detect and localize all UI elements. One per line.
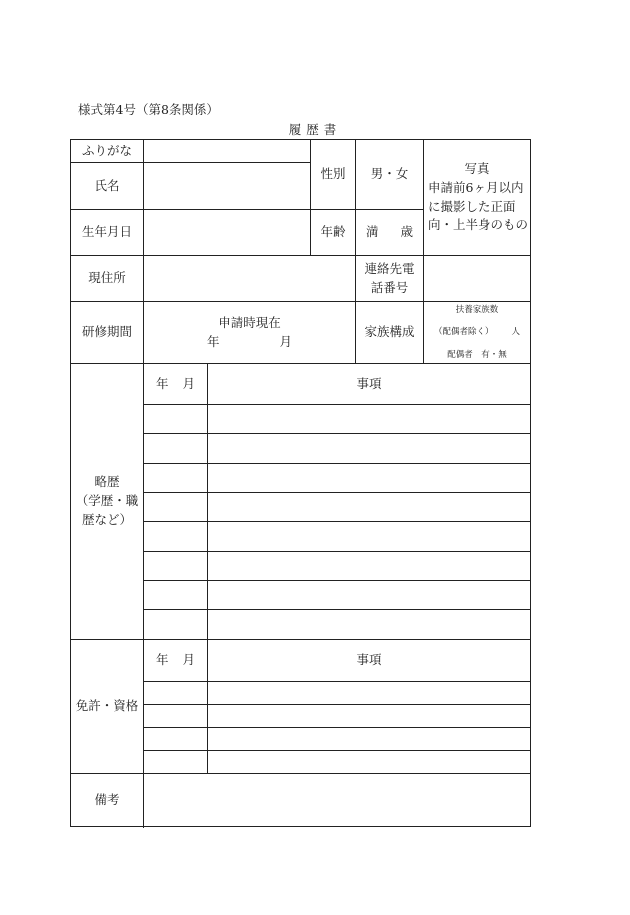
photo-title: 写真 (464, 161, 490, 176)
training-year-label: 年 (206, 333, 220, 349)
dependents-unit: 人 (511, 327, 521, 338)
dependents-label: 扶養家族数 (455, 305, 499, 316)
history-label-line-1: 略歴 (94, 474, 120, 490)
spouse-field: 配偶者 有・無 (447, 349, 507, 360)
document-title: 履歴書 (288, 122, 342, 137)
training-period-field[interactable] (144, 302, 355, 363)
remarks-field[interactable] (144, 774, 530, 826)
photo-note-line-1: 申請前6ヶ月以内 (428, 179, 524, 195)
resume-form (70, 139, 531, 827)
training-label: 研修期間 (81, 324, 132, 340)
age-field[interactable] (356, 210, 423, 255)
license-year-header: 年 (155, 652, 169, 668)
contact-label (356, 256, 423, 301)
remarks-label: 備考 (94, 791, 120, 807)
contact-field[interactable] (424, 256, 530, 301)
family-label: 家族構成 (364, 324, 415, 340)
license-date-header (144, 640, 207, 681)
photo-box (424, 140, 530, 255)
gender-label: 性別 (320, 166, 346, 182)
history-item-header: 事項 (356, 375, 382, 391)
dependents-exclusion: （配偶者除く） (433, 327, 494, 338)
history-label-line-2: （学歴・職 (75, 493, 139, 509)
age-unit-label: 歳 (400, 224, 413, 240)
age-label: 年齢 (320, 224, 346, 240)
photo-note-line-2: に撮影した正面 (428, 198, 516, 214)
age-full-label: 満 (366, 224, 379, 240)
name-label: 氏名 (94, 177, 120, 193)
furigana-field[interactable] (144, 140, 310, 162)
training-note: 申請時現在 (218, 314, 281, 330)
birthdate-label: 生年月日 (81, 224, 132, 240)
family-field[interactable] (424, 302, 530, 363)
furigana-label: ふりがな (81, 142, 132, 158)
license-item-header: 事項 (356, 652, 382, 668)
address-field[interactable] (144, 256, 355, 301)
history-year-header: 年 (155, 375, 169, 391)
gender-options[interactable]: 男・女 (370, 166, 409, 182)
name-field[interactable] (144, 163, 310, 209)
history-label (71, 364, 143, 639)
history-date-header (144, 364, 207, 404)
license-month-header: 月 (182, 652, 196, 668)
contact-label-line-1: 連絡先電 (364, 260, 415, 276)
license-label: 免許・資格 (75, 698, 139, 714)
contact-label-line-2: 話番号 (370, 279, 409, 295)
birthdate-field[interactable] (144, 210, 310, 255)
form-number: 様式第4号（第8条関係） (78, 102, 219, 117)
address-label: 現住所 (88, 270, 126, 286)
history-month-header: 月 (182, 375, 196, 391)
history-label-line-3: 歴など） (81, 511, 132, 527)
photo-note-line-3: 向・上半身のもの (428, 217, 529, 233)
training-month-label: 月 (279, 333, 293, 349)
